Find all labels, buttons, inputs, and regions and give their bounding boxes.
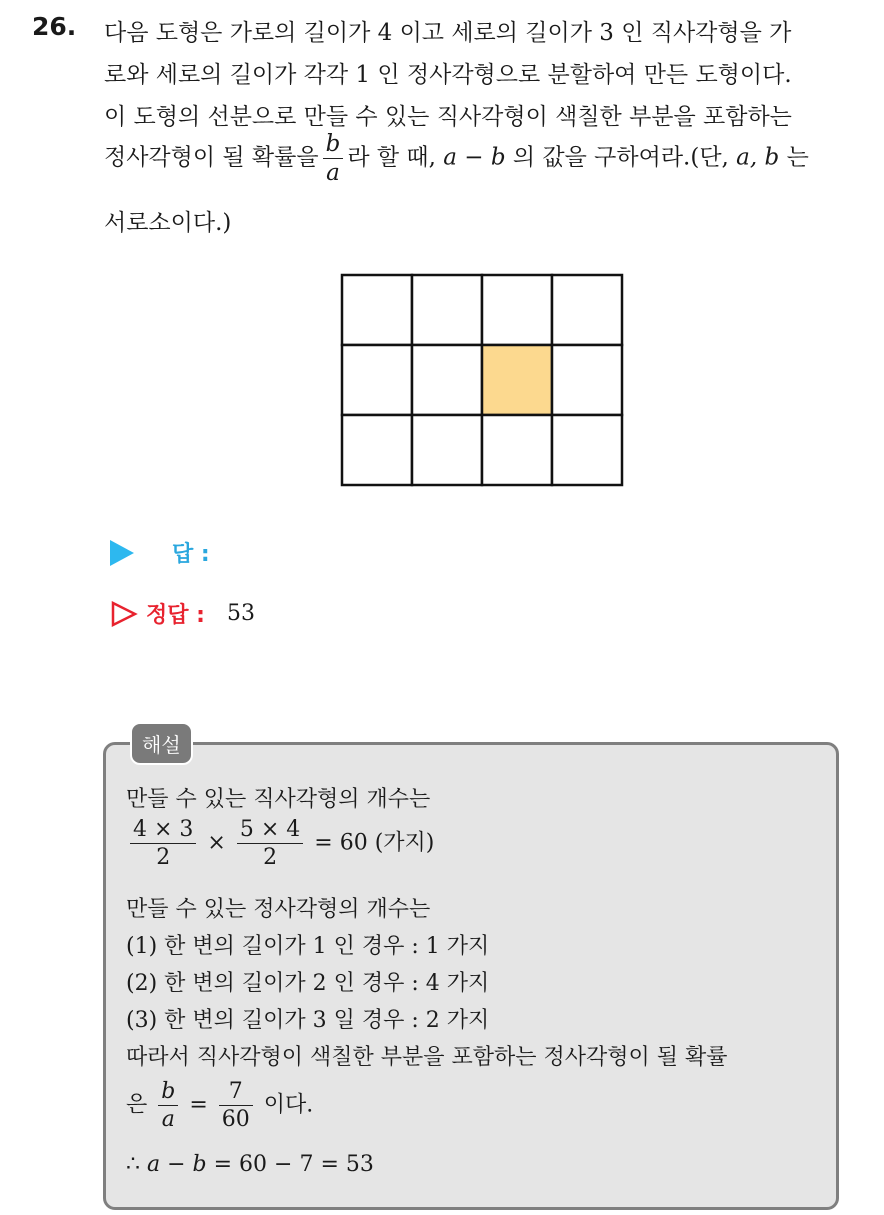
shaded-cell [482,345,552,415]
solution-frac-7: 7 [219,1080,253,1106]
variable-b: b [764,144,780,171]
solution-fraction-1-den: 2 [156,845,171,871]
grid-cell [552,275,622,345]
question-line4-c: 의 값을 구하여라.(단, [512,144,729,171]
solution-fraction-7-over-60 [219,1080,253,1131]
solution-line-8-pre: 은 [126,1092,148,1118]
question-text-line-1: 다음 도형은 가로의 길이가 4 이고 세로의 길이가 3 인 직사각형을 가 [104,20,792,46]
grid-cell [412,345,482,415]
solution-fraction-2 [237,818,303,869]
grid-cell [342,415,412,485]
grid-figure [340,273,624,487]
answer-triangle-icon [110,540,134,566]
solution-line-6: (3) 한 변의 길이가 3 일 경우 : 2 가지 [126,1008,490,1033]
question-text-line-2: 로와 세로의 길이가 각각 1 인 정사각형으로 분할하여 만든 도형이다. [104,62,792,88]
solution-line-2-rest: = 60 (가지) [314,830,435,856]
solution-fraction-1-num: 4 × 3 [130,818,196,844]
solution-line-8-post: 이다. [263,1092,314,1118]
grid-cell [552,415,622,485]
solution-line-5: (2) 한 변의 길이가 2 인 경우 : 4 가지 [126,971,490,996]
solution-line-8 [126,1080,313,1131]
question-line4-a: 정사각형이 될 확률을 [104,144,319,171]
solution-expression-a-minus-b: a − b [147,1152,207,1177]
therefore-symbol: ∴ [126,1152,140,1177]
grid-cell [482,275,552,345]
question-line4-d: 는 [786,144,809,171]
correct-answer-label: 정답 : [146,603,205,628]
solution-line-2 [126,818,434,869]
correct-triangle-icon [110,601,138,627]
fraction-numerator: b [323,132,344,159]
solution-frac-a: a [161,1107,175,1133]
grid-cell [412,415,482,485]
question-text-line-5: 서로소이다.) [104,210,232,236]
solution-line-9-rest: = 60 − 7 = 53 [213,1152,374,1177]
solution-line-4: (1) 한 변의 길이가 1 인 경우 : 1 가지 [126,934,490,959]
solution-times-sign: × [207,830,226,856]
grid-cell [552,345,622,415]
answer-row [110,537,210,568]
solution-line-9 [126,1152,374,1177]
solution-fraction-b-over-a [158,1080,178,1131]
answer-label: 답 : [172,542,210,567]
correct-answer-value: 53 [226,601,255,626]
grid-cell [342,345,412,415]
solution-fraction-2-num: 5 × 4 [237,818,303,844]
solution-frac-60: 60 [221,1107,250,1133]
solution-tag: 해설 [130,722,193,765]
probability-fraction [323,132,344,185]
correct-answer-row [110,598,255,629]
question-text-line-3: 이 도형의 선분으로 만들 수 있는 직사각형이 색칠한 부분을 포함하는 [104,104,792,130]
grid-cell [482,415,552,485]
solution-line-3: 만들 수 있는 정사각형의 개수는 [126,897,431,922]
variable-a: a, [736,144,758,171]
solution-fraction-2-den: 2 [263,845,278,871]
solution-fraction-1 [130,818,196,869]
question-line4-b: 라 할 때, [347,144,436,171]
grid-cell [412,275,482,345]
solution-line-1: 만들 수 있는 직사각형의 개수는 [126,787,431,812]
expression-a-minus-b: a − b [443,144,506,171]
question-text-line-4 [104,132,809,185]
question-number: 26. [32,12,77,41]
grid-cell [342,275,412,345]
fraction-denominator: a [326,160,340,187]
solution-line-7: 따라서 직사각형이 색칠한 부분을 포함하는 정사각형이 될 확률 [126,1045,728,1070]
solution-frac-b: b [158,1080,178,1106]
solution-equals: = [189,1092,208,1118]
